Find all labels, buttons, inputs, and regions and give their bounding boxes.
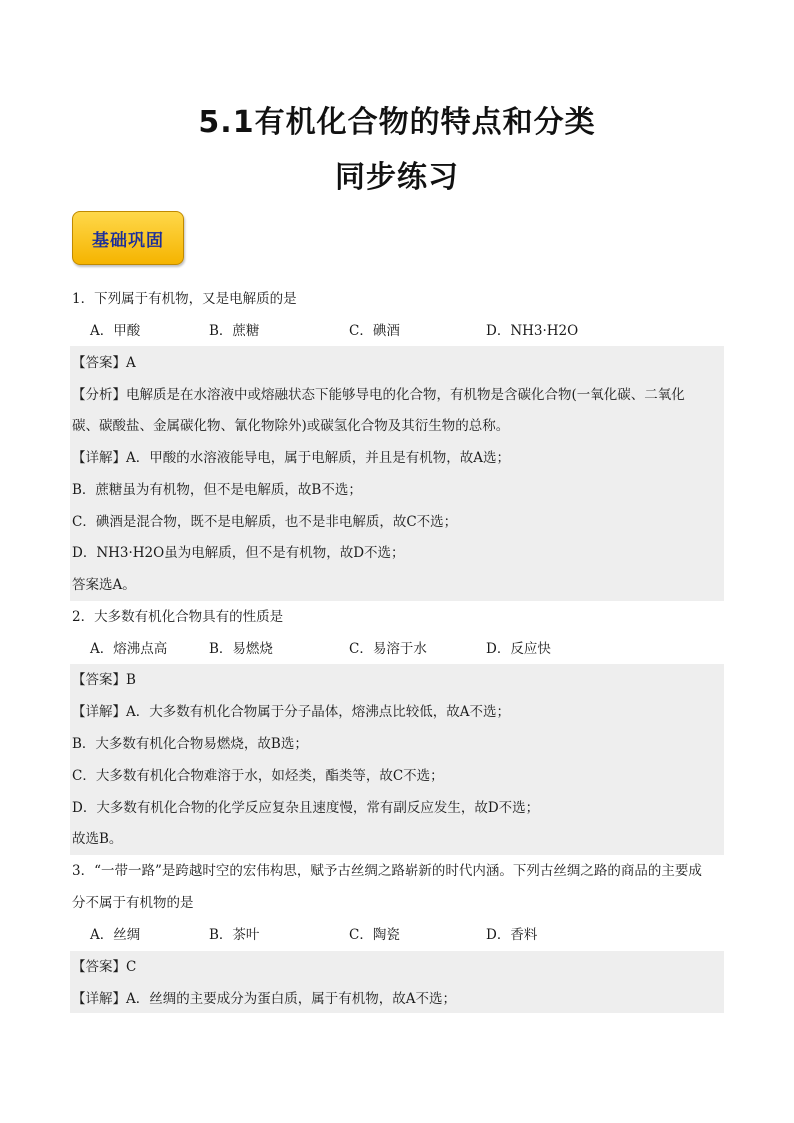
q1-stem: 1．下列属于有机物，又是电解质的是 [72, 291, 297, 307]
q2-option-b: B．易燃烧 [209, 641, 273, 657]
q2-detail-line: B．大多数有机化合物易燃烧，故B选； [72, 736, 308, 752]
q1-option-b: B．蔗糖 [209, 323, 260, 339]
q2-conclusion: 故选B。 [72, 831, 123, 847]
q2-option-d: D．反应快 [486, 641, 551, 657]
q2-detail-line: C．大多数有机化合物难溶于水，如烃类，酯类等，故C不选； [72, 768, 444, 784]
q3-option-a: A．丝绸 [90, 927, 141, 943]
q2-detail-line: 【详解】A．大多数有机化合物属于分子晶体，熔沸点比较低，故A不选； [72, 704, 510, 720]
q3-stem-line: 分不属于有机物的是 [72, 895, 194, 911]
q1-option-c: C．碘酒 [349, 323, 400, 339]
q2-answer-block [70, 664, 724, 855]
section-badge [72, 211, 184, 265]
q2-answer: 【答案】B [72, 672, 136, 688]
q2-stem: 2．大多数有机化合物具有的性质是 [72, 609, 284, 625]
q1-detail-line: 【详解】A．甲酸的水溶液能导电，属于电解质，并且是有机物，故A选； [72, 450, 510, 466]
page-subtitle: 同步练习 [335, 160, 459, 195]
section-badge-label: 基础巩固 [92, 230, 164, 251]
q2-option-c: C．易溶于水 [349, 641, 427, 657]
q2-detail-line: D．大多数有机化合物的化学反应复杂且速度慢，常有副反应发生，故D不选； [72, 800, 540, 816]
q3-answer: 【答案】C [72, 959, 137, 975]
q1-analysis-line: 【分析】电解质是在水溶液中或熔融状态下能够导电的化合物，有机物是含碳化合物(一氧化碳、二氧化 [72, 387, 685, 403]
q1-answer: 【答案】A [72, 355, 136, 371]
q3-option-d: D．香料 [486, 927, 538, 943]
q1-option-d: D．NH3·H2O [486, 323, 579, 339]
q1-conclusion: 答案选A。 [72, 577, 136, 593]
q3-option-c: C．陶瓷 [349, 927, 400, 943]
q1-detail-line: D．NH3·H2O虽为电解质，但不是有机物，故D不选； [72, 545, 405, 561]
page-title: 5.1有机化合物的特点和分类 [198, 105, 596, 140]
q1-detail-line: C．碘酒是混合物，既不是电解质，也不是非电解质，故C不选； [72, 514, 458, 530]
q2-option-a: A．熔沸点高 [90, 641, 168, 657]
q1-option-a: A．甲酸 [90, 323, 141, 339]
q1-detail-line: B．蔗糖虽为有机物，但不是电解质，故B不选； [72, 482, 362, 498]
q3-option-b: B．茶叶 [209, 927, 260, 943]
q3-detail-line: 【详解】A．丝绸的主要成分为蛋白质，属于有机物，故A不选； [72, 991, 456, 1007]
q1-analysis-line: 碳、碳酸盐、金属碳化物、氰化物除外)或碳氢化合物及其衍生物的总称。 [72, 418, 510, 434]
q3-stem-line: 3．“一带一路”是跨越时空的宏伟构思，赋予古丝绸之路崭新的时代内涵。下列古丝绸之路的商品的主要成 [72, 863, 702, 879]
